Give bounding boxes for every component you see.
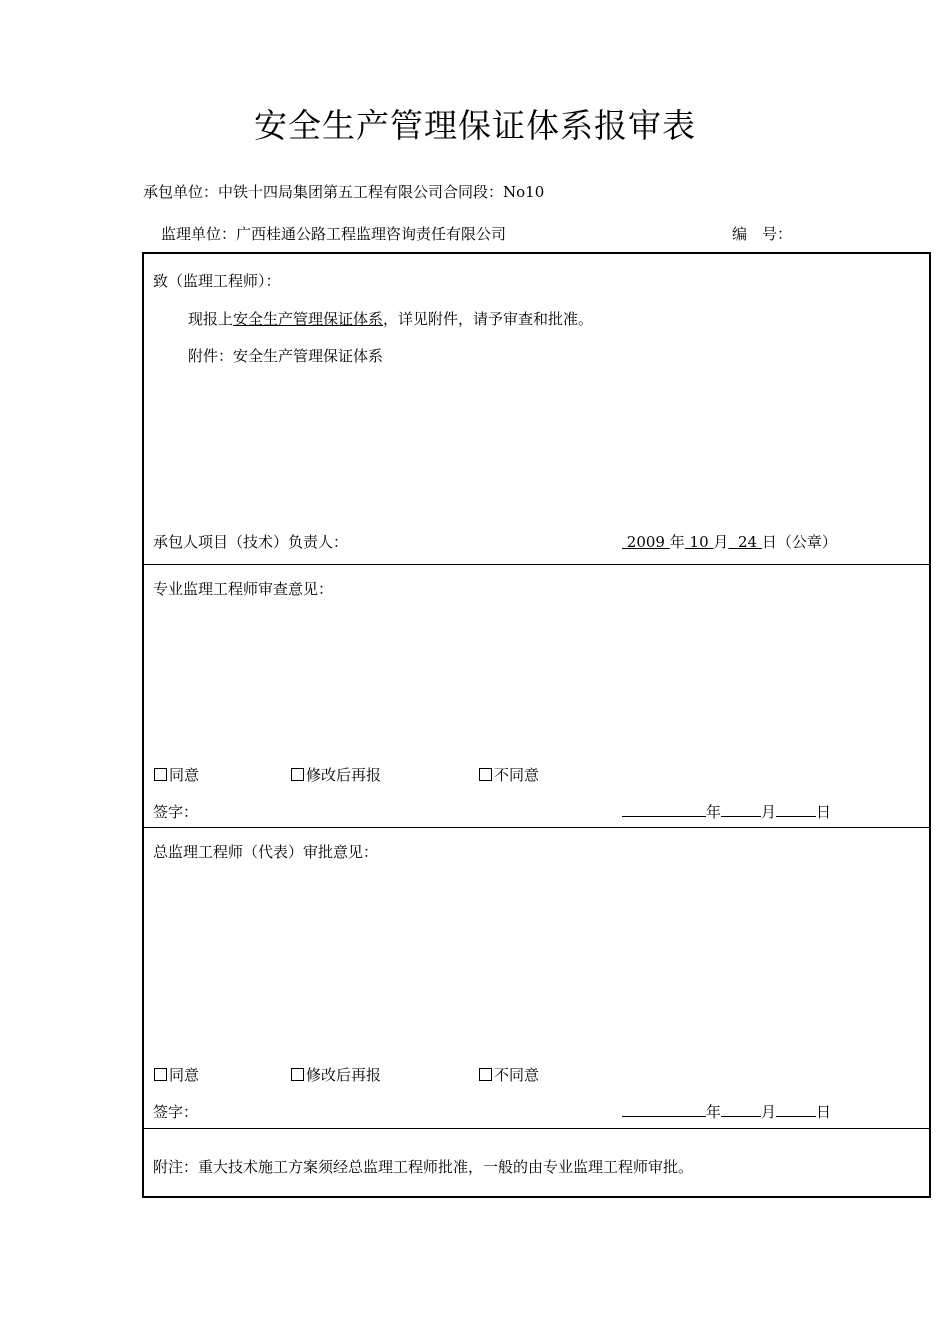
supervisor-line: 监理单位：广西桂通公路工程监理咨询责任有限公司 xyxy=(161,225,507,243)
specialist-review-heading: 专业监理工程师审查意见： xyxy=(153,580,334,598)
agree-checkbox[interactable]: 同意 xyxy=(154,764,199,785)
checkbox-icon xyxy=(154,768,167,781)
submission-prefix: 现报上 xyxy=(188,310,234,328)
sign-date: 年 月 日 xyxy=(622,1101,831,1122)
revise-checkbox[interactable]: 修改后再报 xyxy=(291,764,381,785)
disagree-checkbox[interactable]: 不同意 xyxy=(479,1064,539,1085)
attachment-line: 附件：安全生产管理保证体系 xyxy=(188,347,384,365)
agree-checkbox[interactable]: 同意 xyxy=(154,1064,199,1085)
footnote: 附注：重大技术施工方案须经总监理工程师批准，一般的由专业监理工程师审批。 xyxy=(153,1158,694,1176)
sign-label: 签字： xyxy=(153,1103,199,1121)
responsible-label: 承包人项目（技术）负责人： xyxy=(153,533,349,551)
divider-2 xyxy=(144,827,929,828)
date-month: 10 xyxy=(689,533,709,551)
checkbox-icon xyxy=(291,1068,304,1081)
sign-date: 年 月 日 xyxy=(622,801,831,822)
divider-3 xyxy=(144,1128,929,1129)
contractor-line: 承包单位：中铁十四局集团第五工程有限公司合同段：No10 xyxy=(143,183,545,201)
submission-date xyxy=(622,531,837,552)
date-year: 2009 xyxy=(626,533,665,551)
number-label: 编 号： xyxy=(732,225,793,243)
checkbox-icon xyxy=(479,768,492,781)
submission-subject: 安全生产管理保证体系 xyxy=(233,310,384,328)
revise-checkbox[interactable]: 修改后再报 xyxy=(291,1064,381,1085)
checkbox-icon xyxy=(479,1068,492,1081)
submission-text xyxy=(188,308,593,329)
checkbox-icon xyxy=(154,1068,167,1081)
divider-1 xyxy=(144,564,929,565)
chief-approval-heading: 总监理工程师（代表）审批意见： xyxy=(153,843,379,861)
day-seal: 日（公章） xyxy=(761,533,837,551)
checkbox-icon xyxy=(291,768,304,781)
month-char: 月 xyxy=(713,533,729,551)
form-title: 安全生产管理保证体系报审表 xyxy=(254,106,696,145)
sign-label: 签字： xyxy=(153,803,199,821)
year-char: 年 xyxy=(669,533,685,551)
disagree-checkbox[interactable]: 不同意 xyxy=(479,764,539,785)
submission-suffix: ，详见附件，请予审查和批准。 xyxy=(383,310,594,328)
date-day: 24 xyxy=(737,533,758,551)
addressee: 致（监理工程师）： xyxy=(153,272,281,290)
form-table xyxy=(142,252,931,1198)
